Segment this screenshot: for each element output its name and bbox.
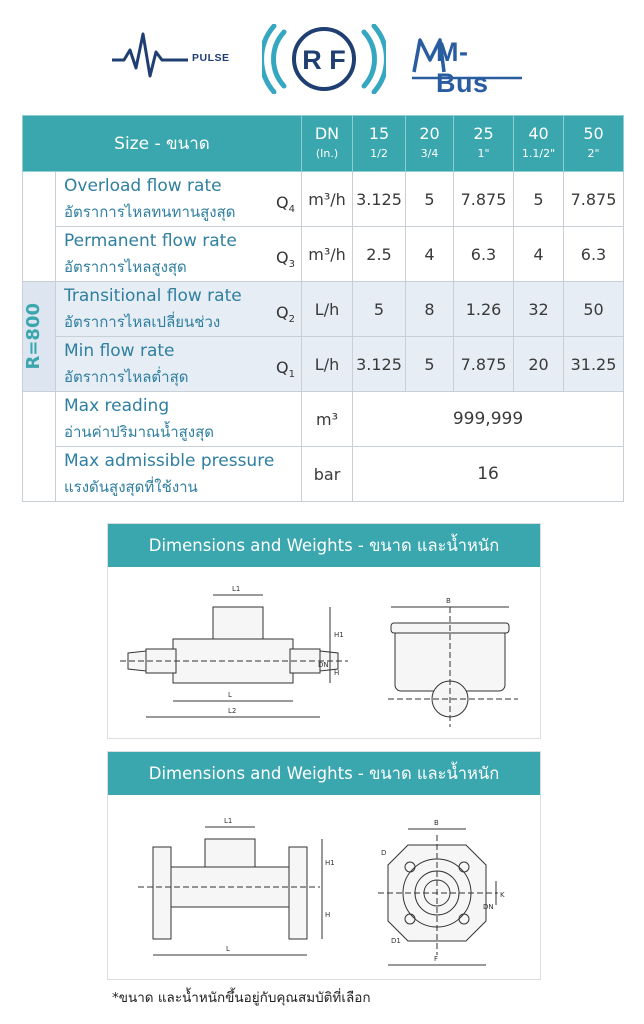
dimensions-panel-flanged [107,751,541,980]
q-symbol: $Q_4$ [276,193,296,216]
q-symbol: $Q_3$ [276,248,296,271]
size-col-20: 20 3/4 [406,116,454,172]
mbus-label: M-Bus [436,37,489,98]
svg-text:L1: L1 [232,585,241,593]
value-cell: 3.125 [353,172,406,227]
value-cell: 6.3 [564,227,624,282]
value-cell: 32 [514,282,564,337]
size-col-15: 15 1/2 [353,116,406,172]
pulse-label: PULSE [192,52,230,64]
side-blank-bottom [23,392,56,502]
value-cell: 5 [514,172,564,227]
unit-cell: m³/h [302,172,353,227]
unit-cell: m³/h [302,227,353,282]
value-cell: 5 [353,282,406,337]
table-row [23,282,624,337]
svg-text:D: D [381,849,387,857]
max-reading-value: 999,999 [353,392,624,447]
value-cell: 4 [406,227,454,282]
svg-text:K: K [500,891,505,899]
value-cell: 5 [406,337,454,392]
svg-text:L1: L1 [224,817,233,825]
rf-label: R F [302,45,346,75]
table-row [23,227,624,282]
value-cell: 4 [514,227,564,282]
row-label: Max reading อ่านค่าปริมาณน้ำสูงสุด [56,392,302,447]
table-header-row [23,116,624,172]
value-cell: 2.5 [353,227,406,282]
svg-text:L2: L2 [228,707,237,715]
q-symbol: $Q_2$ [276,303,296,326]
q-symbol: $Q_1$ [276,358,296,381]
flanged-meter-drawing [108,795,540,979]
unit-cell: L/h [302,282,353,337]
table-row [23,392,624,447]
row-label: Transitional flow rate อัตราการไหลเปลี่ยนช่วง $Q_2$ [56,282,302,337]
dn-unit: (In.) [315,146,339,160]
value-cell: 7.875 [454,172,514,227]
size-header: Size - ขนาด [23,116,302,172]
svg-text:L: L [228,691,232,699]
table-row [23,337,624,392]
logo-strip [0,20,644,100]
size-col-25: 25 1" [454,116,514,172]
svg-text:H1: H1 [325,859,335,867]
value-cell: 7.875 [564,172,624,227]
value-cell: 1.26 [454,282,514,337]
spec-table [22,115,624,502]
value-cell: 31.25 [564,337,624,392]
row-label: Overload flow rate อัตราการไหลทนทานสูงสุด $Q_4$ [56,172,302,227]
value-cell: 50 [564,282,624,337]
threaded-meter-drawing [108,567,540,738]
svg-text:L: L [226,945,230,953]
pulse-wave-icon [110,30,190,80]
dimensions-panel-threaded [107,523,541,739]
side-blank-top [23,172,56,282]
unit-cell: L/h [302,337,353,392]
panel-title: Dimensions and Weights - ขนาด และน้ำหนัก [108,752,540,795]
side-ratio-cell [23,282,56,392]
svg-text:H1: H1 [334,631,344,639]
svg-text:H: H [325,911,331,919]
mbus-underline [410,74,525,84]
footnote: *ขนาด และน้ำหนักขึ้นอยู่กับคุณสมบัติที่เลือก [112,990,371,1006]
unit-cell: m³ [302,392,353,447]
svg-text:DN: DN [318,661,329,669]
value-cell: 20 [514,337,564,392]
pulse-logo [110,30,230,84]
svg-text:D1: D1 [391,937,401,945]
rf-logo [262,24,386,98]
value-cell: 3.125 [353,337,406,392]
svg-text:H: H [334,669,340,677]
table-row [23,447,624,502]
rf-wireless-icon [262,24,386,94]
value-cell: 5 [406,172,454,227]
dn-header [302,116,353,172]
ratio-label: R=800 [23,303,44,370]
value-cell: 7.875 [454,337,514,392]
row-label: Min flow rate อัตราการไหลต่ำสุด $Q_1$ [56,337,302,392]
unit-cell: bar [302,447,353,502]
svg-text:B: B [434,819,439,827]
panel-title: Dimensions and Weights - ขนาด และน้ำหนัก [108,524,540,567]
table-row [23,172,624,227]
size-col-40: 40 1.1/2" [514,116,564,172]
row-label: Permanent flow rate อัตราการไหลสูงสุด $Q_3$ [56,227,302,282]
svg-text:DN: DN [483,903,494,911]
value-cell: 8 [406,282,454,337]
row-label: Max admissible pressure แรงดันสูงสุดที่ใช้งาน [56,447,302,502]
svg-text:F: F [434,955,439,963]
value-cell: 6.3 [454,227,514,282]
dn-label: DN [314,123,340,143]
max-pressure-value: 16 [353,447,624,502]
size-col-50: 50 2" [564,116,624,172]
svg-text:B: B [446,597,451,605]
